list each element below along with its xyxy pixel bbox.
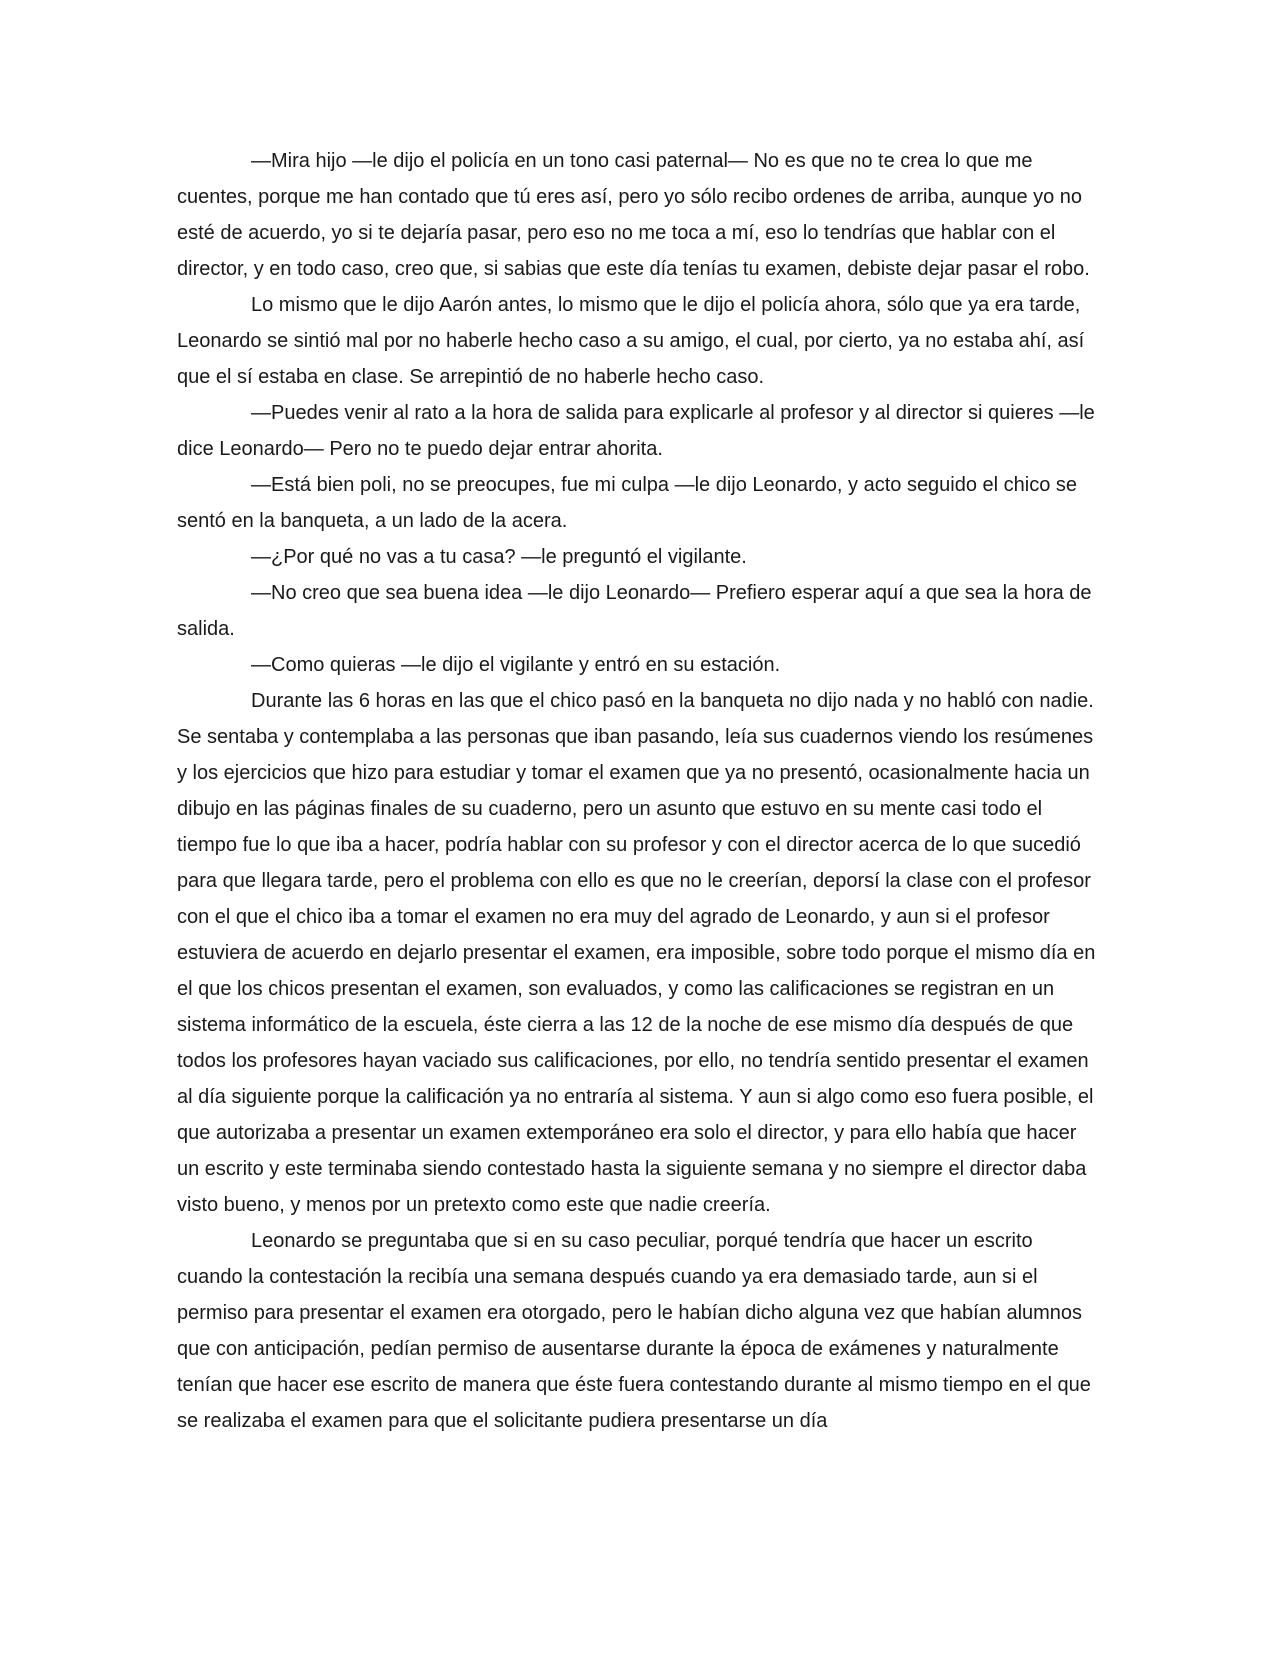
paragraph: —Puedes venir al rato a la hora de salida para explicarle al profesor y al director si quieres —le dice Leonardo— Pero no te puedo dejar entrar ahorita. <box>177 402 1095 460</box>
paragraph: —Está bien poli, no se preocupes, fue mi culpa —le dijo Leonardo, y acto seguido el chico se sentó en la banqueta, a un lado de la acera. <box>177 474 1078 532</box>
document-body <box>177 143 1097 1439</box>
paragraph: Lo mismo que le dijo Aarón antes, lo mismo que le dijo el policía ahora, sólo que ya era tarde, Leonardo se sintió mal por no haberle hecho caso a su amigo, el cual, por cierto, ya no estaba ahí, así que el sí estaba en clase. Se arrepintió de no haberle hecho caso. <box>177 294 1085 388</box>
paragraph: —Mira hijo —le dijo el policía en un tono casi paternal— No es que no te crea lo que me cuentes, porque me han contado que tú eres así, pero yo sólo recibo ordenes de arriba, aunque yo no esté de acuerdo, yo si te dejaría pasar, pero eso no me toca a mí, eso lo tendrías que hablar con el director, y en todo caso, creo que, si sabias que este día tenías tu examen, debiste dejar pasar el robo. <box>177 150 1090 280</box>
paragraph: —¿Por qué no vas a tu casa? —le preguntó el vigilante. <box>251 546 747 568</box>
paragraph: —No creo que sea buena idea —le dijo Leonardo— Prefiero esperar aquí a que sea la hora de salida. <box>177 582 1092 640</box>
paragraph: —Como quieras —le dijo el vigilante y entró en su estación. <box>251 654 781 676</box>
paragraph: Leonardo se preguntaba que si en su caso peculiar, porqué tendría que hacer un escrito cuando la contestación la recibía una semana después cuando ya era demasiado tarde, aun si el permiso para presentar el examen era otorgado, pero le habían dicho alguna vez que habían alumnos que con anticipación, pedían permiso de ausentarse durante la época de exámenes y naturalmente tenían que hacer ese escrito de manera que éste fuera contestando durante al mismo tiempo en el que se realizaba el examen para que el solicitante pudiera presentarse un día <box>177 1230 1091 1432</box>
paragraph: Durante las 6 horas en las que el chico pasó en la banqueta no dijo nada y no habló con nadie. Se sentaba y contemplaba a las personas que iban pasando, leía sus cuadernos viendo los resúmenes y los ejercicios que hizo para estudiar y tomar el examen que ya no presentó, ocasionalmente hacia un dibujo en las páginas finales de su cuaderno, pero un asunto que estuvo en su mente casi todo el tiempo fue lo que iba a hacer, podría hablar con su profesor y con el director acerca de lo que sucedió para que llegara tarde, pero el problema con ello es que no le creerían, deporsí la clase con el profesor con el que el chico iba a tomar el examen no era muy del agrado de Leonardo, y aun si el profesor estuviera de acuerdo en dejarlo presentar el examen, era imposible, sobre todo porque el mismo día en el que los chicos presentan el examen, son evaluados, y como las calificaciones se registran en un sistema informático de la escuela, éste cierra a las 12 de la noche de ese mismo día después de que todos los profesores hayan vaciado sus calificaciones, por ello, no tendría sentido presentar el examen al día siguiente porque la calificación ya no entraría al sistema. Y aun si algo como eso fuera posible, el que autorizaba a presentar un examen extemporáneo era solo el director, y para ello había que hacer un escrito y este terminaba siendo contestado hasta la siguiente semana y no siempre el director daba visto bueno, y menos por un pretexto como este que nadie creería. <box>177 690 1096 1216</box>
